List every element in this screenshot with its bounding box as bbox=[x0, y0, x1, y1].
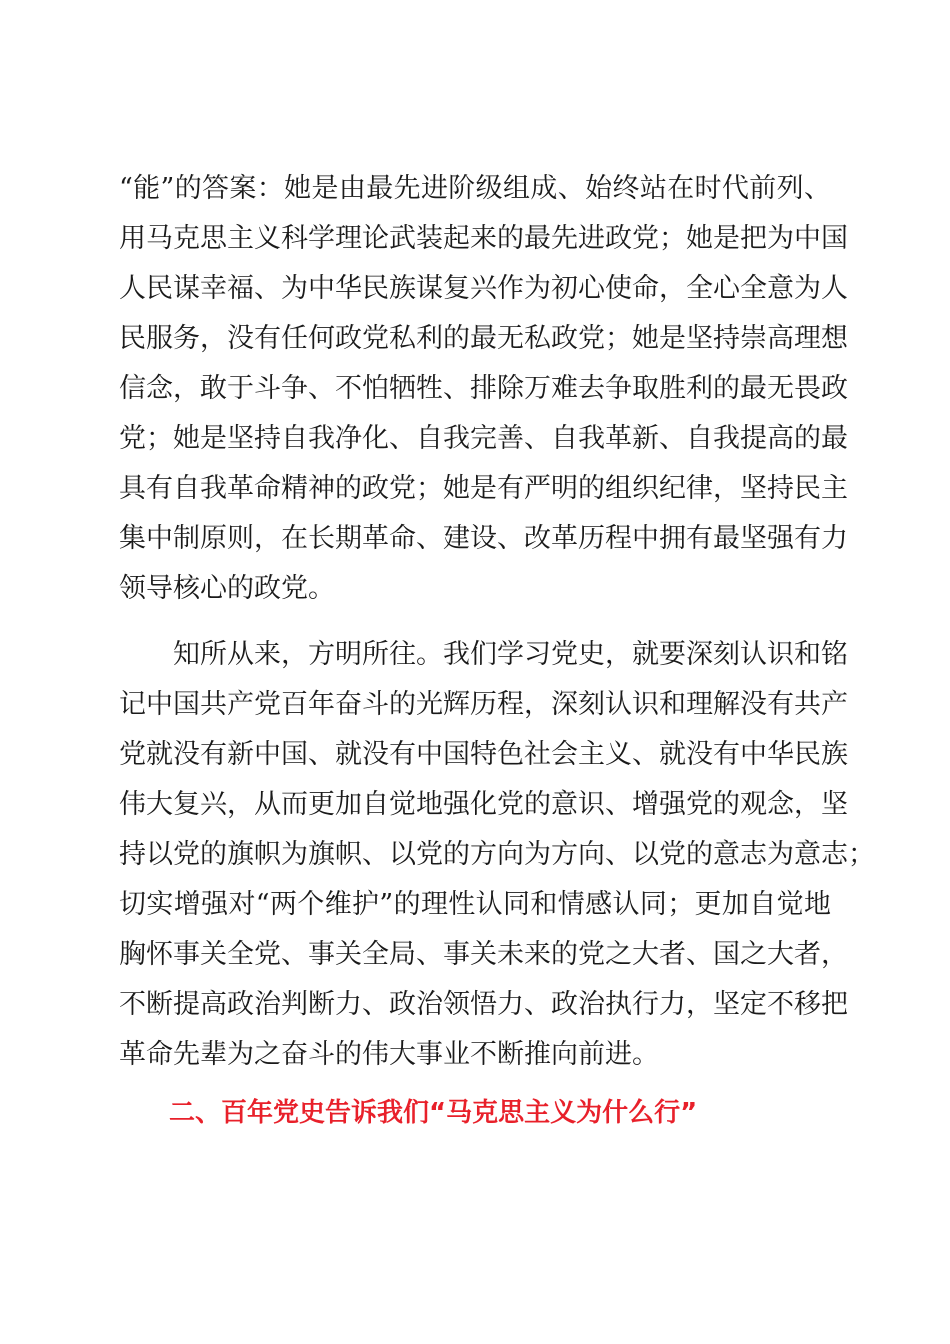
paragraph-2-line: 胸怀事关全党、事关全局、事关未来的党之大者、国之大者， bbox=[119, 939, 848, 970]
paragraph-2-line: 知所从来，方明所往。我们学习党史，就要深刻认识和铭 bbox=[173, 639, 848, 670]
paragraph-1-line: “能”的答案：她是由最先进阶级组成、始终站在时代前列、 bbox=[119, 173, 831, 204]
paragraph-2-line: 革命先辈为之奋斗的伟大事业不断推向前进。 bbox=[119, 1039, 659, 1070]
paragraph-2-line: 切实增强对“两个维护”的理性认同和情感认同；更加自觉地 bbox=[119, 889, 831, 920]
paragraph-1-line: 信念，敢于斗争、不怕牺牲、排除万难去争取胜利的最无畏政 bbox=[119, 373, 848, 404]
paragraph-1-line: 具有自我革命精神的政党；她是有严明的组织纪律，坚持民主 bbox=[119, 473, 848, 504]
paragraph-1-line: 人民谋幸福、为中华民族谋复兴作为初心使命，全心全意为人 bbox=[119, 273, 848, 304]
paragraph-2-line: 持以党的旗帜为旗帜、以党的方向为方向、以党的意志为意志； bbox=[119, 839, 875, 870]
paragraph-1-line: 领导核心的政党。 bbox=[119, 573, 335, 604]
paragraph-2-line: 记中国共产党百年奋斗的光辉历程，深刻认识和理解没有共产 bbox=[119, 689, 848, 720]
paragraph-2-line: 不断提高政治判断力、政治领悟力、政治执行力，坚定不移把 bbox=[119, 989, 848, 1020]
paragraph-1-line: 民服务，没有任何政党私利的最无私政党；她是坚持崇高理想 bbox=[119, 323, 848, 354]
paragraph-2-line: 党就没有新中国、就没有中国特色社会主义、就没有中华民族 bbox=[119, 739, 848, 770]
paragraph-1-line: 集中制原则，在长期革命、建设、改革历程中拥有最坚强有力 bbox=[119, 523, 848, 554]
paragraph-1-line: 党；她是坚持自我净化、自我完善、自我革新、自我提高的最 bbox=[119, 423, 848, 454]
paragraph-1-line: 用马克思主义科学理论武装起来的最先进政党；她是把为中国 bbox=[119, 223, 848, 254]
section-heading: 二、百年党史告诉我们“马克思主义为什么行” bbox=[169, 1098, 698, 1128]
paragraph-2-line: 伟大复兴，从而更加自觉地强化党的意识、增强党的观念，坚 bbox=[119, 789, 848, 820]
